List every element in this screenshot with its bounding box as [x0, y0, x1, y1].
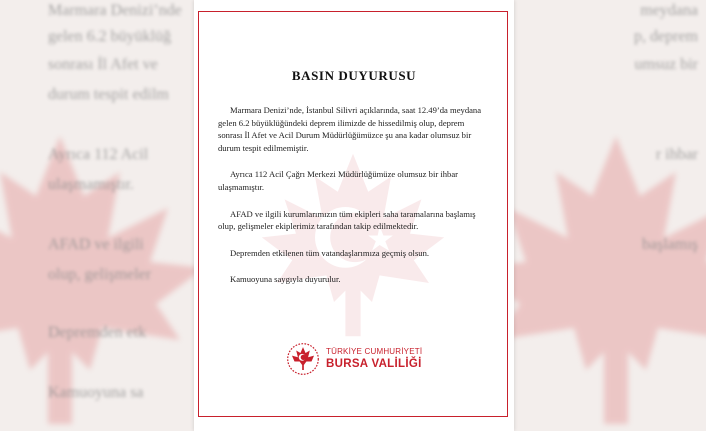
background-text: Kamuoyuna sa [48, 384, 144, 401]
background-text: gelen 6.2 büyüklüğ [48, 28, 172, 45]
paragraph: Kamuoyuna saygıyla duyurulur. [230, 274, 341, 285]
background-text: r ihbar [655, 146, 698, 163]
logo-line-office: BURSA VALİLİĞİ [326, 358, 422, 370]
background-text: Ayrıca 112 Acil [48, 146, 149, 163]
logo-line-country: TÜRKİYE CUMHURİYETİ [326, 347, 423, 356]
background-text: sonrası İl Afet ve [48, 56, 158, 73]
background-text: Marmara Denizi’nde [48, 2, 182, 19]
paragraph: Ayrıca 112 Acil Çağrı Merkezi Müdürlüğümüze olumsuz bir ihbar ulaşmamıştır. [218, 169, 459, 192]
paragraph: Depremden etkilenen tüm vatandaşlarımıza geçmiş olsun. [230, 247, 430, 258]
governorship-emblem-icon [286, 342, 320, 376]
document-body [218, 104, 486, 300]
document-title: BASIN DUYURUSU [291, 68, 417, 83]
background-text: p, deprem [634, 28, 698, 45]
background-text: başlamış [642, 236, 698, 253]
paragraph: Marmara Denizi’nde, İstanbul Silivri açıklarında, saat 12.49’da meydana gelen 6.2 büyüklüğündeki deprem ilimizde de hissedilmiş olup, deprem sonrası İl Afet ve Acil Durum Müdürlüğümüzce şu ana kadar olumsuz bir durum tespit edilmemiştir. [218, 105, 482, 153]
logo-text [326, 347, 422, 371]
background-text: durum tespit edilm [48, 86, 169, 103]
paragraph: AFAD ve ilgili kurumlarımızın tüm ekipleri saha taramalarına başlamış olup, gelişmeler ekiplerimiz tarafından takip edilmektedir. [218, 208, 476, 232]
background-text: umsuz bir [634, 56, 698, 73]
background-text: Depremden etk [48, 324, 147, 341]
press-release-document [194, 0, 514, 431]
bursa-valiligi-logo [286, 342, 422, 376]
background-text: ulaşmamıştır. [48, 176, 134, 193]
background-text: olup, gelişmeler [48, 266, 152, 283]
background-text: meydana [640, 2, 698, 19]
background-text: AFAD ve ilgili [48, 236, 144, 253]
